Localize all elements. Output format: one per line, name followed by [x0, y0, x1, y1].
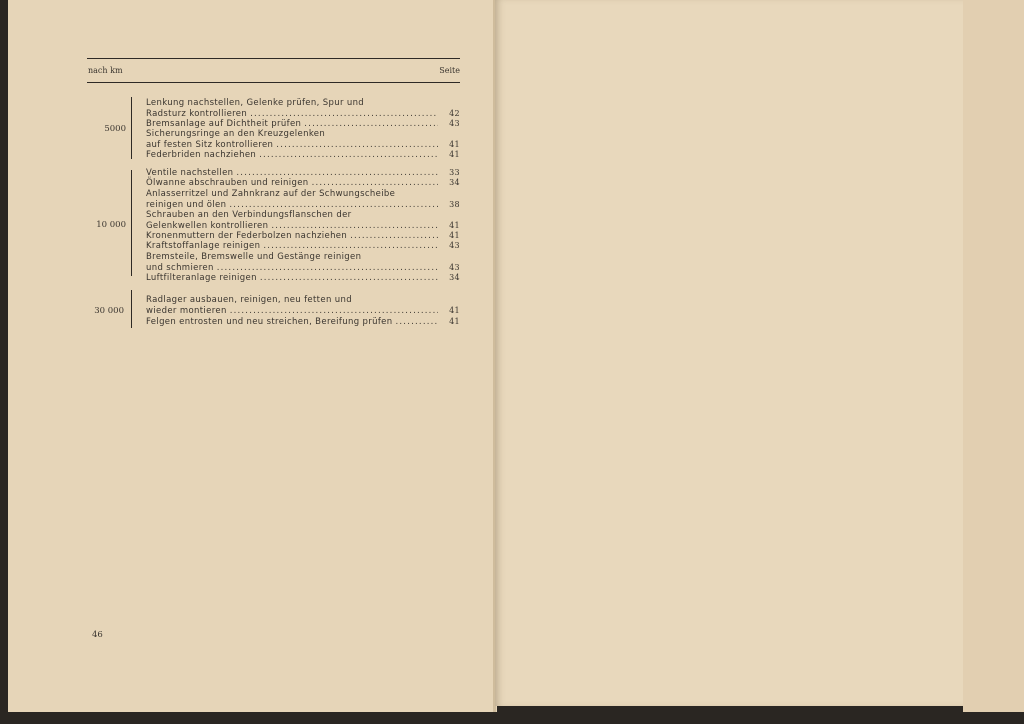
entry-line: Radlager ausbauen, reinigen, neu fetten und — [146, 295, 352, 305]
right-page — [495, 0, 973, 706]
header-top-rule — [87, 58, 460, 59]
entry-line: Anlasserritzel und Zahnkranz auf der Schwungscheibe — [146, 189, 396, 199]
page-number: 46 — [92, 630, 103, 640]
entry-line: Kronenmuttern der Federbolzen nachziehen ..... 41 — [146, 231, 460, 241]
entry-line: Schrauben an den Verbindungsflanschen der — [146, 210, 352, 220]
group-bracket — [131, 170, 132, 276]
entry-line: Ventile nachstellen ..... 33 — [146, 168, 460, 178]
group-bracket — [131, 97, 132, 159]
page-edge — [963, 0, 1024, 712]
entry-line: Ölwanne abschrauben und reinigen ..... 34 — [146, 178, 460, 188]
group-km-30000: 30 000 — [94, 306, 124, 316]
entry-line: Radsturz kontrollieren ..... 42 — [146, 109, 460, 119]
entry-line: Gelenkwellen kontrollieren ..... 41 — [146, 221, 460, 231]
entry-line: Sicherungsringe an den Kreuzgelenken — [146, 129, 326, 139]
entry-line: Felgen entrosten und neu streichen, Bereifung prüfen ..... 41 — [146, 317, 460, 327]
entry-line: Bremsanlage auf Dichtheit prüfen ..... 43 — [146, 119, 460, 129]
header-page-label: Seite — [439, 66, 460, 75]
entry-line: reinigen und ölen ..... 38 — [146, 200, 460, 210]
entry-line: auf festen Sitz kontrollieren ..... 41 — [146, 140, 460, 150]
entry-line: Federbriden nachziehen ..... 41 — [146, 150, 460, 160]
entry-line: Lenkung nachstellen, Gelenke prüfen, Spur und — [146, 98, 365, 108]
group-km-5000: 5000 — [104, 124, 126, 134]
group-km-10000: 10 000 — [96, 220, 126, 230]
entry-line: Kraftstoffanlage reinigen ..... 43 — [146, 241, 460, 251]
entry-line: wieder montieren ..... 41 — [146, 306, 460, 316]
entry-line: und schmieren ..... 43 — [146, 263, 460, 273]
entry-line: Bremsteile, Bremswelle und Gestänge reinigen — [146, 252, 362, 262]
header-km-label: nach km — [88, 66, 123, 75]
header-bottom-rule — [87, 82, 460, 83]
entry-line: Luftfilteranlage reinigen ..... 34 — [146, 273, 460, 283]
group-brace — [131, 290, 132, 328]
